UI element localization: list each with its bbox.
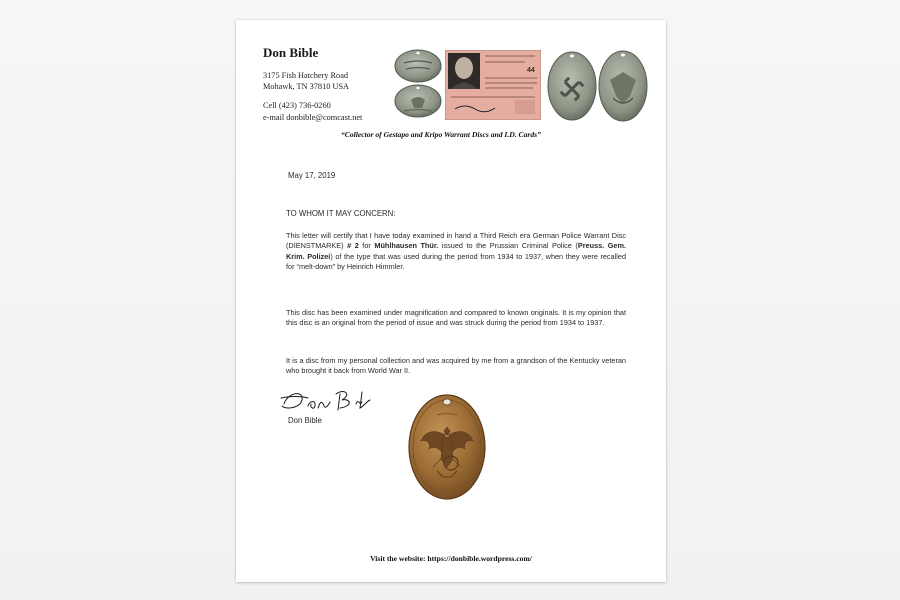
- letter-date: May 17, 2019: [288, 171, 336, 180]
- header-id-card-image: [445, 50, 541, 120]
- paragraph-text: for: [358, 241, 375, 251]
- paragraph-text: ) of the type that was used during the period from 1934 to 1937, when they were recalled for “melt-down” by Heinrich Himmler.: [286, 251, 627, 271]
- police-unit: Preuss. Gem. Krim. Polizei: [286, 241, 626, 261]
- website-footer: [236, 554, 666, 563]
- id-card-number: 44: [527, 67, 535, 74]
- handwritten-signature: [278, 384, 373, 414]
- paragraph-text: issued to the Prussian Criminal Police (: [438, 241, 578, 251]
- header-disc-image-left-bottom: [394, 84, 442, 118]
- website-label: Visit the website:: [370, 554, 428, 563]
- signer-name: Don Bible: [288, 416, 322, 425]
- salutation: TO WHOM IT MAY CONCERN:: [286, 209, 396, 218]
- header-disc-image-left-top: [394, 49, 442, 83]
- paragraph-examination: This disc has been examined under magnification and compared to known originals. It is my opinion that this disc is an original from the period of issue and was struck during the period from 1934 to 1937.: [286, 308, 626, 328]
- phone-number: Cell (423) 736-0260: [263, 101, 331, 110]
- header-disc-image-swastika: [547, 51, 597, 121]
- letterhead-tagline: “Collector of Gestapo and Kripo Warrant Discs and I.D. Cards”: [341, 130, 541, 139]
- disc-number: # 2: [347, 241, 359, 251]
- website-link[interactable]: https://donbible.wordpress.com/: [427, 554, 532, 563]
- disc-location: Mühlhausen Thür.: [374, 241, 439, 251]
- address-line-1: 3175 Fish Hatchery Road: [263, 71, 349, 80]
- header-disc-image-eagle: [598, 50, 648, 122]
- paragraph-certification: [286, 231, 626, 272]
- paragraph-text: This letter will certify that I have today examined in hand a Third Reich era German Police Warrant Disc (DIENSTMARKE): [286, 231, 626, 251]
- email-address: e-mail donbible@comcast.net: [263, 113, 363, 122]
- certificate-letter: [236, 20, 666, 582]
- sender-name: Don Bible: [263, 45, 319, 60]
- bronze-warrant-disc-image: [407, 393, 487, 501]
- paragraph-provenance: It is a disc from my personal collection and was acquired by me from a grandson of the Kentucky veteran who brought it back from World War II.: [286, 356, 626, 376]
- address-line-2: Mohawk, TN 37810 USA: [263, 82, 350, 91]
